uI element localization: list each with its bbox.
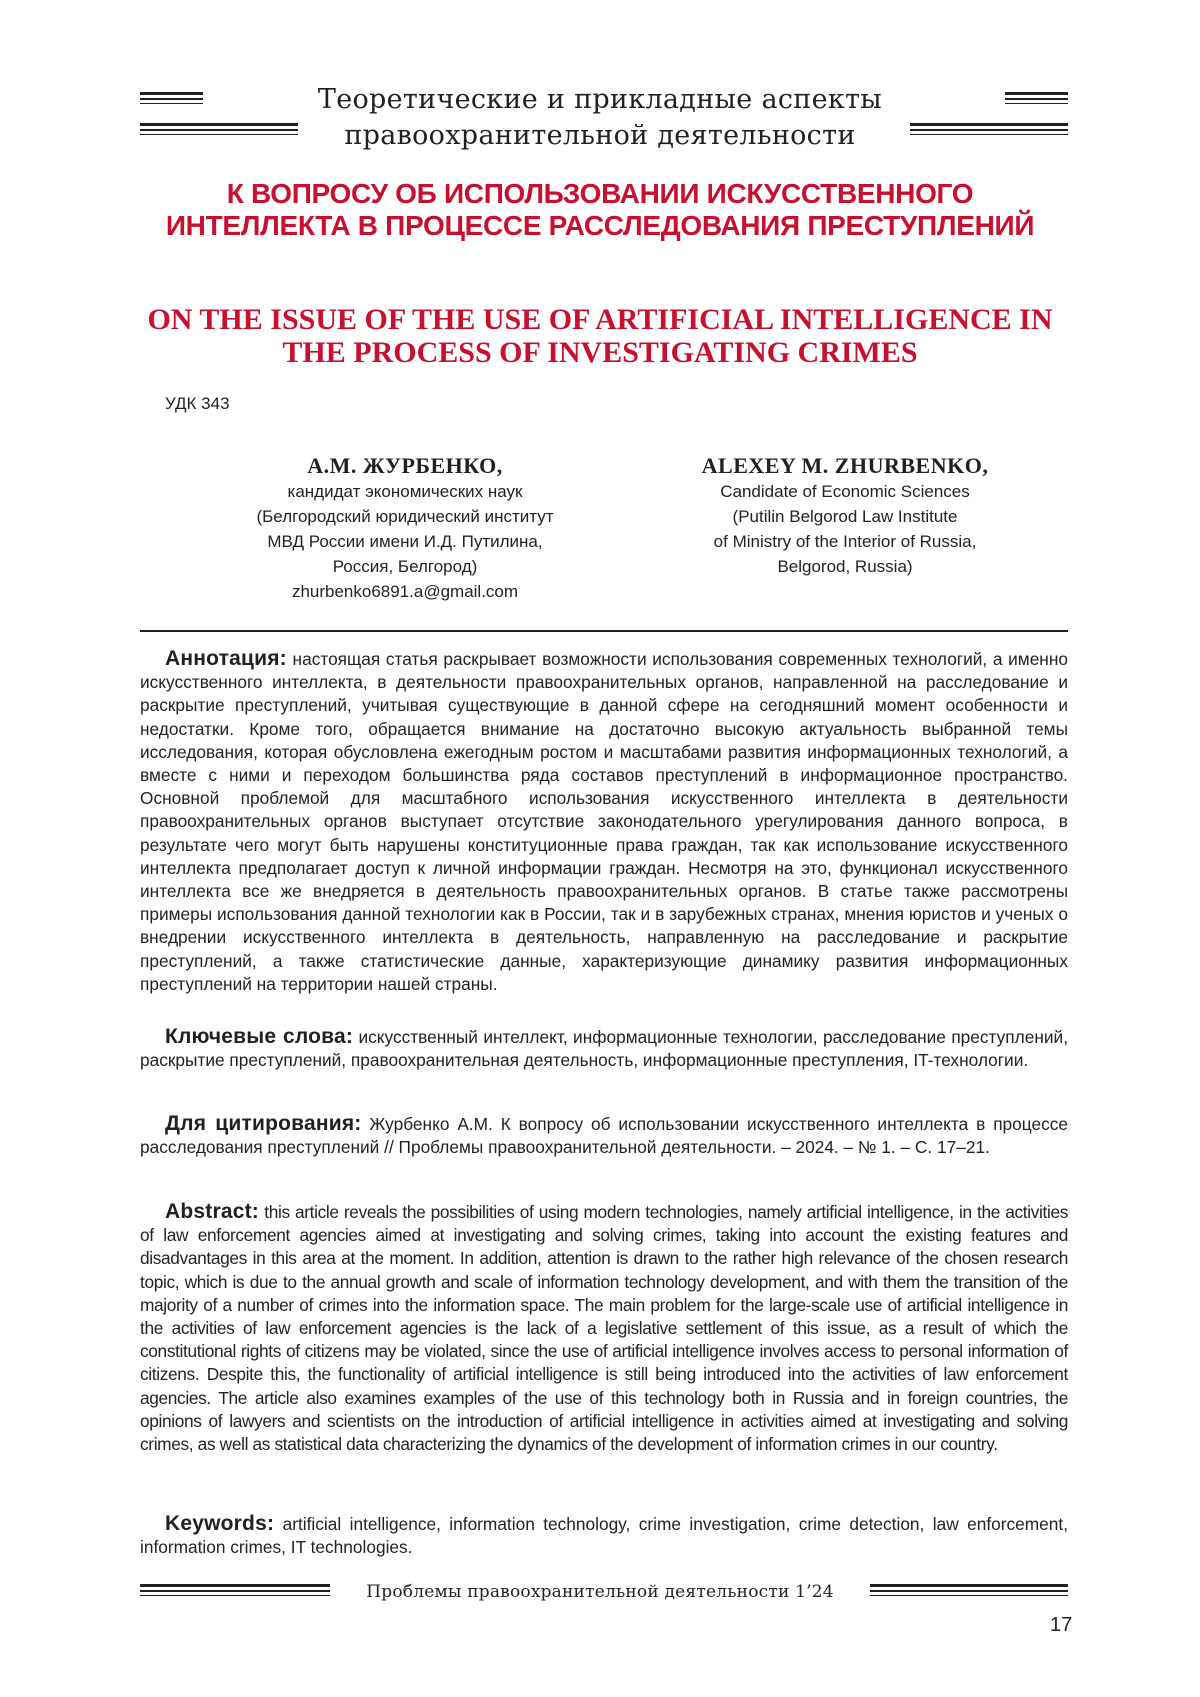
keywords-ru-paragraph [140,1025,1068,1072]
keywords-en-paragraph [140,1512,1068,1559]
running-title-line1: Теоретические и прикладные аспекты [317,84,883,115]
section-divider [140,630,1068,632]
keywords-ru-label: Ключевые слова: [165,1025,354,1048]
author-name-ru: А.М. ЖУРБЕНКО, [307,453,503,478]
author-degree-ru: кандидат экономических наук [287,482,523,501]
author-affiliation-ru-3: Россия, Белгород) [332,557,478,576]
header-rule-right-top [1005,92,1068,104]
header-rule-left-top [140,92,203,104]
author-block-en [620,452,1070,579]
author-affiliation-en-1: (Putilin Belgorod Law Institute [732,507,958,526]
keywords-en-text: artificial intelligence, information technology, crime investigation, crime detection, law enforcement, information crimes, IT technologies. [140,1514,1068,1558]
author-affiliation-ru-2: МВД России имени И.Д. Путилина, [267,532,543,551]
footer-rule-right [870,1584,1068,1596]
author-affiliation-en-3: Belgorod, Russia) [777,557,913,576]
citation-label: Для цитирования: [165,1112,362,1135]
footer-rule-left [140,1584,330,1596]
header-rule-right-bottom [910,123,1068,135]
page-number: 17 [1050,1614,1073,1636]
author-affiliation-ru-1: (Белгородский юридический институт [256,507,554,526]
running-title [300,82,900,154]
abstract-paragraph [140,1200,1068,1456]
annotation-text: настоящая статья раскрывает возможности использования современных технологий, а именно искусственного интеллекта, в деятельности правоохранительных органов, направленной на расследование и раскрытие преступлений, учитывая существующие в данной сфере на сегодняшний момент особенности и недостатки. Кроме того, обращается внимание на достаточно высокую актуальность выбранной темы исследования, которая обусловлена ежегодным ростом и масштабами развития информационных технологий, а вместе с ними и переходом большинства ряда составов преступлений в информационное пространство. Основной проблемой для масштабного использования искусственного интеллекта в деятельности правоохранительных органов выступает отсутствие законодательного урегулирования данного вопроса, в результате чего могут быть нарушены конституционные права граждан, так как использование искусственного интеллекта предполагает доступ к личной информации граждан. Несмотря на это, функционал искусственного интеллекта все же внедряется в деятельность правоохранительных органов. В статье также рассмотрены примеры использования данной технологии как в России, так и в зарубежных странах, мнения юристов и ученых о внедрении искусственного интеллекта в деятельность, направленную на расследование и раскрытие преступлений, а также статистические данные, характеризующие динамику развития информационных преступлений на территории нашей страны. [140,649,1068,994]
footer-journal-title: Проблемы правоохранительной деятельности 1’24 [366,1582,834,1602]
citation-text: Журбенко А.М. К вопросу об использовании искусственного интеллекта в процессе расследования преступлений // Проблемы правоохранительной деятельности. – 2024. – № 1. – С. 17–21. [140,1114,1068,1158]
citation-paragraph [140,1112,1068,1159]
abstract-label: Abstract: [165,1200,259,1223]
header-rule-left-bottom [140,123,298,135]
article-title-ru: К ВОПРОСУ ОБ ИСПОЛЬЗОВАНИИ ИСКУССТВЕННОГО ИНТЕЛЛЕКТА В ПРОЦЕССЕ РАССЛЕДОВАНИЯ ПРЕСТУПЛЕНИЙ [165,178,1035,241]
annotation-label: Аннотация: [165,647,287,670]
keywords-en-label: Keywords: [165,1512,275,1535]
author-block-ru [170,452,640,604]
author-degree-en: Candidate of Economic Sciences [720,482,970,501]
annotation-paragraph [140,647,1068,996]
abstract-text: this article reveals the possibilities of using modern technologies, namely artificial intelligence, in the activities of law enforcement agencies aimed at investigating and solving crimes, taking into account the existing features and disadvantages in this area at the moment. In addition, attention is drawn to the rather high relevance of the chosen research topic, which is due to the annual growth and scale of information technology development, and with them the transition of the majority of a number of crimes into the information space. The main problem for the large-scale use of artificial intelligence in the activities of law enforcement agencies is the lack of a legislative settlement of this issue, as a result of which the constitutional rights of citizens may be violated, since the use of artificial intelligence involves access to personal information of citizens. Despite this, the functionality of artificial intelligence is still being introduced into the activities of law enforcement agencies. The article also examines examples of the use of this technology both in Russia and in foreign countries, the opinions of lawyers and scientists on the introduction of artificial intelligence in activities aimed at investigating and solving crimes, as well as statistical data characterizing the dynamics of the development of information crimes in our country. [140,1202,1068,1455]
author-affiliation-en-2: of Ministry of the Interior of Russia, [713,532,977,551]
udk-code: УДК 343 [165,394,230,413]
article-title-en: ON THE ISSUE OF THE USE OF ARTIFICIAL INTELLIGENCE IN THE PROCESS OF INVESTIGATING CRIMES [147,303,1053,369]
running-title-line2: правоохранительной деятельности [344,120,856,151]
author-email: zhurbenko6891.a@gmail.com [291,582,519,601]
keywords-ru-text: искусственный интеллект, информационные технологии, расследование преступлений, раскрытие преступлений, правоохранительная деятельность, информационные преступления, IT-технологии. [140,1027,1068,1071]
author-name-en: ALEXEY M. ZHURBENKO, [701,453,989,478]
